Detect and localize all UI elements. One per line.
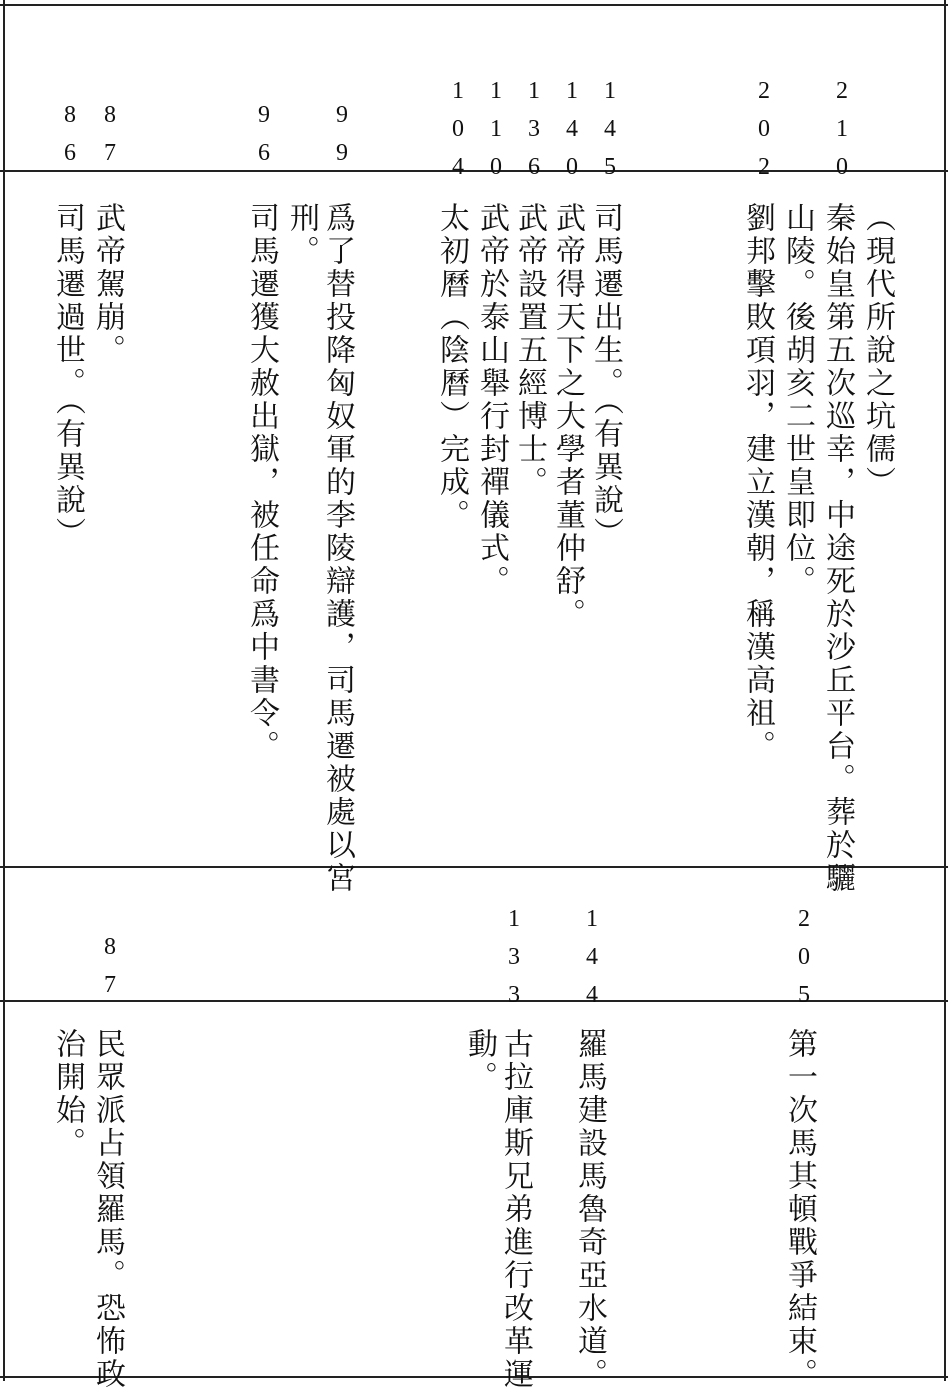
event-line: 秦始皇第五次巡幸，中途死於沙丘平台。葬於驪 (820, 202, 855, 895)
event-line: 治開始。 (50, 1028, 85, 1160)
event-line: 民眾派占領羅馬。恐怖政 (90, 1028, 125, 1391)
upper-header-divider (0, 170, 948, 172)
event-line: 司馬遷出生。（有異說） (588, 202, 623, 550)
top-border (0, 4, 948, 6)
section-divider (0, 866, 948, 868)
event-line: 劉邦擊敗項羽，建立漢朝，稱漢高祖。 (740, 202, 775, 763)
event-line: 動。 (462, 1028, 497, 1094)
right-border (944, 0, 946, 1381)
year-cell: 86 (57, 102, 83, 178)
event-line: 武帝得天下之大學者董仲舒。 (550, 202, 585, 631)
year-cell: 145 (597, 78, 623, 192)
event-line: 古拉庫斯兄弟進行改革運 (498, 1028, 533, 1391)
year-cell: 144 (579, 906, 605, 1020)
event-line: 第一次馬其頓戰爭結束。 (782, 1028, 817, 1391)
event-line: 太初曆（陰曆）完成。 (434, 202, 469, 532)
event-line: （現代所說之坑儒） (860, 202, 895, 499)
event-line: 山陵。後胡亥二世皇即位。 (780, 202, 815, 598)
year-cell: 87 (97, 102, 123, 178)
year-cell: 96 (251, 102, 277, 178)
event-line: 司馬遷過世。（有異說） (50, 202, 85, 550)
event-line: 羅馬建設馬魯奇亞水道。 (572, 1028, 607, 1391)
year-cell: 104 (445, 78, 471, 192)
year-cell: 210 (829, 78, 855, 192)
year-cell: 133 (501, 906, 527, 1020)
left-border (3, 0, 5, 1381)
year-cell: 87 (97, 934, 123, 1010)
year-cell: 140 (559, 78, 585, 192)
event-line: 刑。 (284, 202, 319, 268)
event-line: 爲了替投降匈奴軍的李陵辯護，司馬遷被處以宮 (320, 202, 355, 895)
year-cell: 202 (751, 78, 777, 192)
event-line: 司馬遷獲大赦出獄，被任命爲中書令。 (244, 202, 279, 763)
event-line: 武帝駕崩。 (90, 202, 125, 367)
year-cell: 205 (791, 906, 817, 1020)
year-cell: 99 (329, 102, 355, 178)
year-cell: 110 (483, 78, 509, 192)
event-line: 武帝設置五經博士。 (512, 202, 547, 499)
event-line: 武帝於泰山舉行封禪儀式。 (474, 202, 509, 598)
year-cell: 136 (521, 78, 547, 192)
